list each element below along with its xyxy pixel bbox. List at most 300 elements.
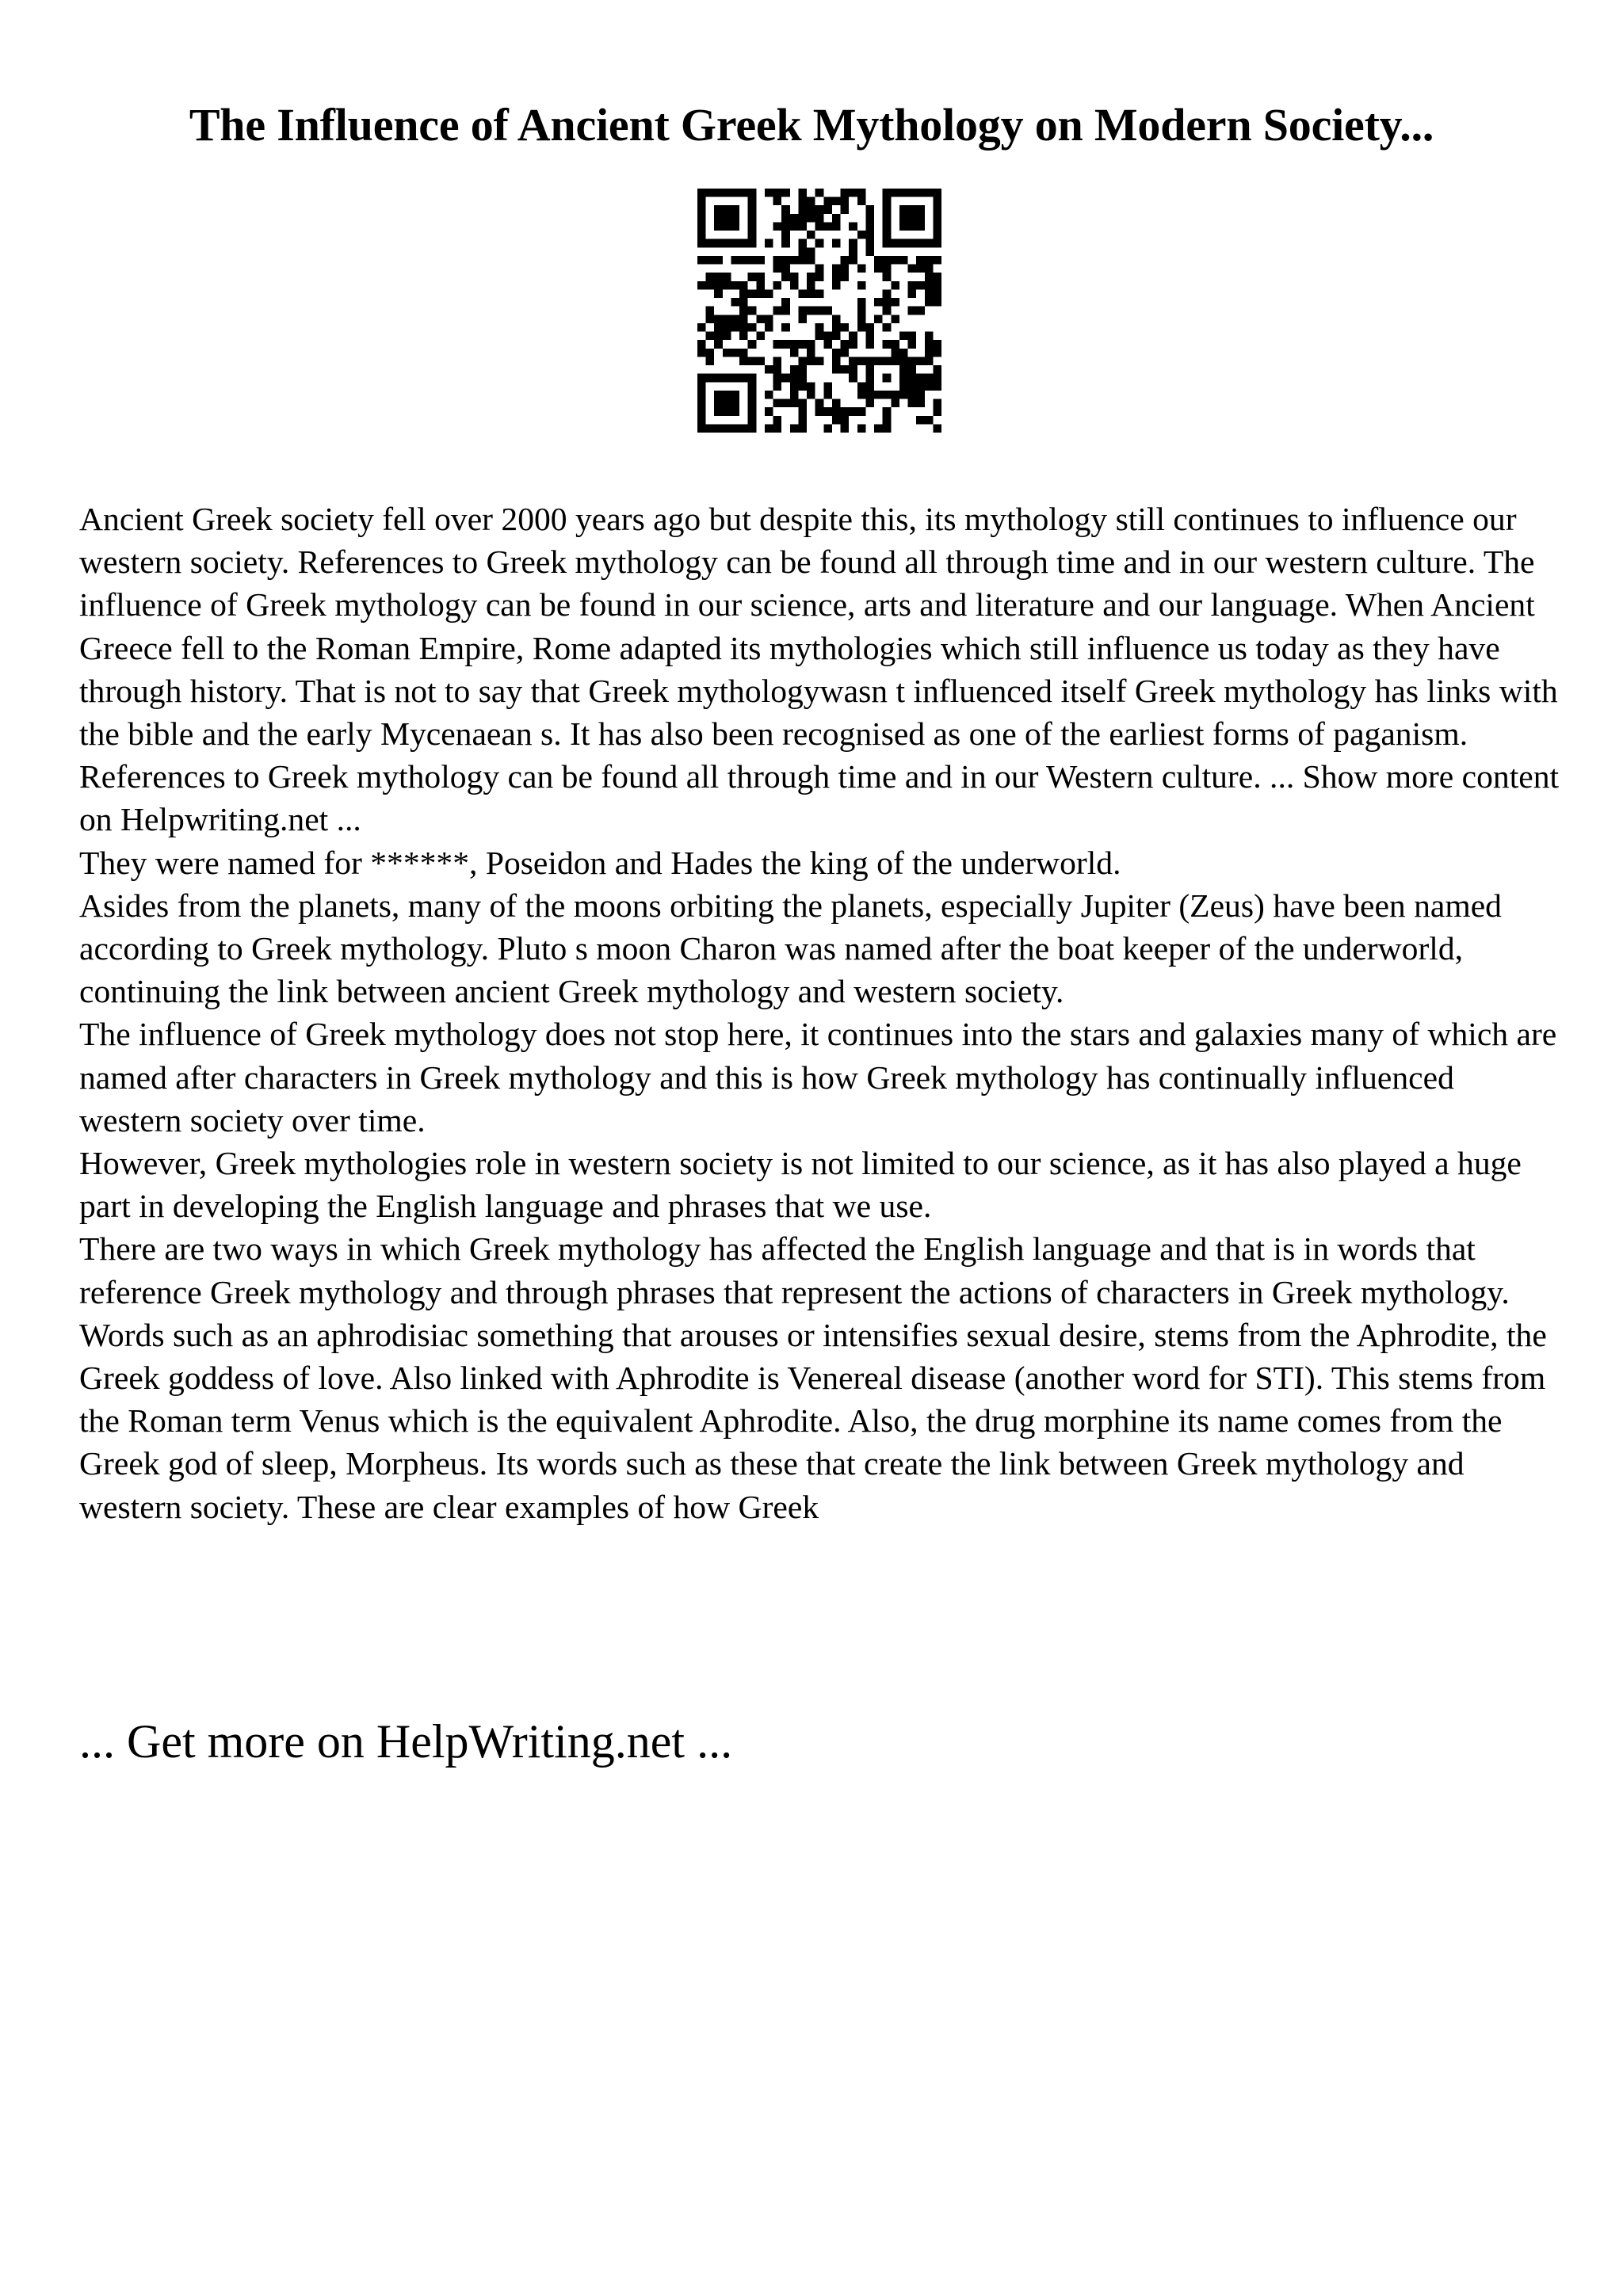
qr-module — [773, 382, 782, 391]
qr-module — [857, 281, 866, 290]
qr-module — [815, 239, 824, 248]
qr-module — [815, 399, 824, 408]
qr-module — [832, 349, 841, 357]
qr-module — [723, 214, 731, 223]
qr-module — [823, 382, 832, 391]
qr-module — [883, 374, 892, 383]
qr-module — [714, 374, 723, 383]
qr-module — [849, 357, 857, 365]
article-body — [79, 498, 1561, 1528]
qr-module — [697, 205, 706, 214]
qr-module — [916, 256, 925, 265]
qr-module — [714, 407, 723, 416]
qr-module — [865, 365, 874, 374]
qr-module — [756, 281, 765, 290]
qr-module — [823, 332, 832, 341]
qr-module — [714, 323, 723, 332]
qr-module — [723, 189, 731, 197]
qr-module — [908, 222, 917, 231]
qr-module — [706, 273, 715, 281]
qr-module — [823, 340, 832, 349]
qr-module — [748, 323, 757, 332]
paragraph: There are two ways in which Greek mythology has affected the English language and that is in words that reference Greek mythology and through phrases that represent the actions of characters in Greek mythology. — [79, 1230, 1510, 1310]
qr-module — [857, 407, 866, 416]
qr-module — [933, 239, 941, 248]
qr-module — [916, 399, 925, 408]
qr-module — [883, 189, 892, 197]
qr-module — [798, 197, 807, 206]
qr-module — [807, 231, 815, 239]
qr-module — [841, 365, 850, 374]
qr-module — [706, 357, 715, 365]
qr-module — [773, 365, 782, 374]
qr-module — [807, 256, 815, 265]
qr-module — [832, 357, 841, 365]
qr-module — [697, 214, 706, 223]
qr-module — [865, 332, 874, 341]
qr-module — [697, 189, 706, 197]
paragraph: The influence of Greek mythology does not stop here, it continues into the stars and galaxies many of which are named after characters in Greek mythology and this is how Greek mythology has continually influenced western society over time. — [79, 1016, 1557, 1138]
qr-module — [925, 340, 934, 349]
qr-module — [823, 197, 832, 206]
qr-module — [723, 273, 731, 281]
qr-module — [908, 365, 917, 374]
qr-module — [781, 323, 790, 332]
qr-module — [773, 340, 782, 349]
qr-module — [739, 315, 748, 323]
qr-module — [781, 189, 790, 197]
qr-module — [781, 239, 790, 248]
qr-module — [798, 374, 807, 383]
qr-module — [908, 374, 917, 383]
qr-module — [807, 281, 815, 290]
qr-module — [832, 273, 841, 281]
qr-module — [874, 298, 883, 307]
qr-module — [933, 365, 941, 374]
qr-module — [908, 357, 917, 365]
qr-module — [790, 399, 799, 408]
qr-module — [706, 189, 715, 197]
qr-module — [908, 205, 917, 214]
qr-module — [883, 205, 892, 214]
qr-module — [933, 281, 941, 290]
qr-module — [790, 365, 799, 374]
qr-module — [798, 307, 807, 315]
qr-module — [857, 189, 866, 197]
qr-module — [773, 189, 782, 197]
qr-module — [781, 231, 790, 239]
qr-module — [790, 273, 799, 281]
qr-module — [832, 315, 841, 323]
qr-module — [781, 399, 790, 408]
qr-module — [790, 281, 799, 290]
qr-module — [723, 222, 731, 231]
qr-module — [798, 340, 807, 349]
qr-module — [706, 424, 715, 433]
qr-module — [723, 374, 731, 383]
qr-module — [773, 281, 782, 290]
qr-module — [790, 340, 799, 349]
qr-module — [714, 189, 723, 197]
qr-module — [798, 239, 807, 248]
qr-module — [832, 281, 841, 290]
qr-module — [883, 231, 892, 239]
qr-module — [857, 315, 866, 323]
qr-module — [748, 205, 757, 214]
qr-module — [798, 256, 807, 265]
qr-module — [933, 256, 941, 265]
qr-module — [807, 205, 815, 214]
qr-module — [790, 256, 799, 265]
qr-module — [748, 424, 757, 433]
qr-module — [781, 298, 790, 307]
qr-module — [773, 256, 782, 265]
qr-module — [731, 205, 739, 214]
qr-module — [706, 307, 715, 315]
qr-module — [865, 231, 874, 239]
qr-module — [723, 205, 731, 214]
qr-module — [899, 239, 908, 248]
qr-module — [807, 357, 815, 365]
qr-module — [899, 382, 908, 391]
qr-module — [933, 349, 941, 357]
qr-module — [899, 332, 908, 341]
qr-module — [790, 382, 799, 391]
qr-module — [714, 273, 723, 281]
qr-module — [857, 323, 866, 332]
qr-module — [748, 239, 757, 248]
qr-module — [891, 391, 899, 399]
paragraph: They were named for ******, Poseidon and Hades the king of the underworld. — [79, 844, 1121, 881]
qr-module — [925, 289, 934, 298]
qr-module — [748, 222, 757, 231]
qr-module — [815, 307, 824, 315]
qr-module — [925, 374, 934, 383]
qr-module — [706, 281, 715, 290]
qr-module — [891, 189, 899, 197]
qr-module — [883, 289, 892, 298]
qr-module — [739, 256, 748, 265]
qr-module — [883, 222, 892, 231]
qr-module — [841, 340, 850, 349]
qr-module — [807, 247, 815, 256]
qr-module — [908, 289, 917, 298]
qr-module — [916, 382, 925, 391]
qr-module — [925, 357, 934, 365]
qr-module — [706, 349, 715, 357]
qr-module — [832, 222, 841, 231]
qr-module — [925, 298, 934, 307]
qr-module — [899, 205, 908, 214]
qr-module — [697, 407, 706, 416]
qr-module — [908, 382, 917, 391]
qr-module — [916, 189, 925, 197]
qr-module — [773, 307, 782, 315]
qr-module — [933, 197, 941, 206]
qr-module — [714, 222, 723, 231]
qr-module — [865, 357, 874, 365]
qr-module — [748, 399, 757, 408]
qr-module — [883, 239, 892, 248]
qr-module — [849, 222, 857, 231]
qr-module — [739, 424, 748, 433]
qr-module — [899, 374, 908, 383]
qr-module — [841, 189, 850, 197]
qr-module — [731, 315, 739, 323]
qr-module — [714, 315, 723, 323]
qr-module — [798, 407, 807, 416]
qr-module — [714, 281, 723, 290]
qr-module — [849, 256, 857, 265]
qr-module — [874, 424, 883, 433]
qr-module — [815, 407, 824, 416]
qr-module — [748, 407, 757, 416]
qr-module — [865, 222, 874, 231]
qr-module — [857, 197, 866, 206]
qr-module — [865, 340, 874, 349]
qr-module — [731, 256, 739, 265]
qr-module — [925, 239, 934, 248]
qr-module — [815, 189, 824, 197]
qr-module — [916, 281, 925, 290]
qr-module — [697, 382, 706, 391]
qr-module — [925, 281, 934, 290]
qr-module — [925, 273, 934, 281]
qr-module — [899, 189, 908, 197]
qr-module — [841, 323, 850, 332]
qr-module — [731, 399, 739, 408]
qr-module — [899, 256, 908, 265]
qr-module — [781, 256, 790, 265]
qr-module — [841, 349, 850, 357]
qr-module — [933, 231, 941, 239]
qr-module — [781, 222, 790, 231]
qr-module — [739, 307, 748, 315]
qr-module — [883, 407, 892, 416]
qr-module — [731, 323, 739, 332]
qr-module — [865, 214, 874, 223]
qr-module — [857, 382, 866, 391]
qr-module — [865, 374, 874, 383]
qr-module — [714, 424, 723, 433]
qr-module — [739, 239, 748, 248]
qr-module — [908, 332, 917, 341]
qr-module — [697, 256, 706, 265]
qr-module — [865, 247, 874, 256]
qr-module — [832, 399, 841, 408]
qr-module — [798, 399, 807, 408]
qr-module — [841, 416, 850, 425]
qr-module — [723, 407, 731, 416]
qr-module — [849, 332, 857, 341]
qr-module — [723, 332, 731, 341]
qr-module — [925, 416, 934, 425]
qr-module — [849, 365, 857, 374]
qr-module — [756, 256, 765, 265]
qr-module — [807, 391, 815, 399]
qr-module — [781, 374, 790, 383]
qr-module — [823, 307, 832, 315]
qr-module — [925, 256, 934, 265]
qr-module — [815, 323, 824, 332]
qr-module — [849, 374, 857, 383]
qr-module — [773, 222, 782, 231]
qr-module — [857, 298, 866, 307]
qr-module — [849, 247, 857, 256]
qr-module — [933, 399, 941, 408]
qr-module — [723, 349, 731, 357]
qr-module — [832, 407, 841, 416]
qr-module — [815, 357, 824, 365]
qr-module — [933, 374, 941, 383]
qr-module — [916, 357, 925, 365]
qr-module — [798, 214, 807, 223]
qr-module — [731, 239, 739, 248]
qr-module — [891, 239, 899, 248]
qr-module — [773, 265, 782, 273]
qr-module — [773, 197, 782, 206]
qr-module — [756, 315, 765, 323]
qr-module — [916, 205, 925, 214]
qr-module — [748, 231, 757, 239]
qr-module — [790, 214, 799, 223]
qr-module — [933, 273, 941, 281]
qr-module — [748, 382, 757, 391]
qr-module — [899, 357, 908, 365]
qr-module — [781, 273, 790, 281]
qr-module — [908, 340, 917, 349]
qr-module — [697, 231, 706, 239]
footer-link-text[interactable]: ... Get more on HelpWriting.net ... — [79, 1715, 733, 1768]
qr-module — [841, 265, 850, 273]
qr-module — [773, 374, 782, 383]
qr-module — [908, 281, 917, 290]
qr-module — [798, 416, 807, 425]
qr-module — [706, 239, 715, 248]
qr-module — [756, 332, 765, 341]
qr-module — [765, 289, 773, 298]
qr-module — [832, 239, 841, 248]
qr-module — [807, 197, 815, 206]
qr-module — [832, 365, 841, 374]
qr-module — [874, 391, 883, 399]
qr-module — [815, 289, 824, 298]
qr-module — [748, 374, 757, 383]
qr-module — [925, 265, 934, 273]
qr-module — [714, 399, 723, 408]
qr-module — [933, 214, 941, 223]
qr-module — [807, 349, 815, 357]
qr-module — [731, 189, 739, 197]
qr-module — [807, 382, 815, 391]
qr-module — [739, 323, 748, 332]
qr-module — [739, 332, 748, 341]
qr-module — [841, 256, 850, 265]
qr-module — [874, 256, 883, 265]
qr-module — [857, 265, 866, 273]
qr-module — [933, 382, 941, 391]
qr-module — [697, 399, 706, 408]
qr-module — [933, 424, 941, 433]
qr-module — [731, 222, 739, 231]
qr-module — [739, 189, 748, 197]
qr-module — [916, 416, 925, 425]
qr-module — [756, 273, 765, 281]
qr-module — [823, 424, 832, 433]
qr-module — [697, 424, 706, 433]
paragraph: Words such as an aphrodisiac something that arouses or intensifies sexual desire, stems from the Aphrodite, the Greek goddess of love. Also linked with Aphrodite is Venereal disease (another word for STI). This stems from the Roman term Venus which is the equivalent Aphrodite. Also, the drug morphine its name comes from the Greek god of sleep, Morpheus. Its words such as these that create the link between Greek mythology and western society. These are clear examples of how Greek — [79, 1316, 1547, 1525]
qr-module — [891, 340, 899, 349]
qr-module — [781, 307, 790, 315]
qr-module — [731, 374, 739, 383]
qr-module — [857, 391, 866, 399]
qr-module — [891, 281, 899, 290]
qr-module — [849, 189, 857, 197]
qr-module — [908, 189, 917, 197]
qr-module — [765, 323, 773, 332]
qr-module — [748, 340, 757, 349]
qr-module — [883, 391, 892, 399]
qr-module — [832, 332, 841, 341]
qr-module — [781, 214, 790, 223]
qr-module — [781, 340, 790, 349]
qr-module — [714, 205, 723, 214]
qr-module — [933, 289, 941, 298]
qr-module — [849, 239, 857, 248]
paragraph: References to Greek mythology can be found all through time and in our Western culture. ... Show more content on Helpwriting.net ... — [79, 758, 1560, 838]
qr-module — [899, 349, 908, 357]
qr-module — [857, 357, 866, 365]
qr-module — [739, 289, 748, 298]
qr-module — [773, 399, 782, 408]
qr-module — [925, 189, 934, 197]
qr-module — [916, 222, 925, 231]
qr-module — [815, 222, 824, 231]
qr-module — [748, 256, 757, 265]
qr-module — [883, 256, 892, 265]
qr-module — [731, 281, 739, 290]
qr-module — [739, 281, 748, 290]
qr-module — [781, 205, 790, 214]
qr-module — [883, 323, 892, 332]
qr-module — [790, 424, 799, 433]
qr-module — [908, 391, 917, 399]
qr-module — [731, 349, 739, 357]
qr-module — [739, 374, 748, 383]
paragraph: Ancient Greek society fell over 2000 years ago but despite this, its mythology still continues to influence our western society. References to Greek mythology can be found all through time and in our western culture. The influence of Greek mythology can be found in our science, arts and literature and our language. When Ancient Greece fell to the Roman Empire, Rome adapted its mythologies which still influence us today as they have through history. That is not to say that Greek mythologywasn t influenced itself Greek mythology has links with the bible and the early Mycenaean s. It has also been recognised as one of the earliest forms of paganism. — [79, 501, 1558, 753]
qr-module — [756, 289, 765, 298]
qr-module — [815, 273, 824, 281]
qr-module — [790, 349, 799, 357]
qr-module — [823, 205, 832, 214]
qr-module — [891, 315, 899, 323]
qr-module — [823, 407, 832, 416]
qr-module — [874, 265, 883, 273]
qr-module — [925, 382, 934, 391]
qr-module — [748, 307, 757, 315]
qr-module — [714, 289, 723, 298]
qr-module — [798, 247, 807, 256]
qr-module — [883, 340, 892, 349]
qr-module — [765, 407, 773, 416]
qr-module — [899, 391, 908, 399]
qr-module — [798, 382, 807, 391]
qr-module — [865, 391, 874, 399]
qr-module — [706, 256, 715, 265]
qr-module — [841, 424, 850, 433]
qr-module — [748, 357, 757, 365]
qr-module — [765, 189, 773, 197]
